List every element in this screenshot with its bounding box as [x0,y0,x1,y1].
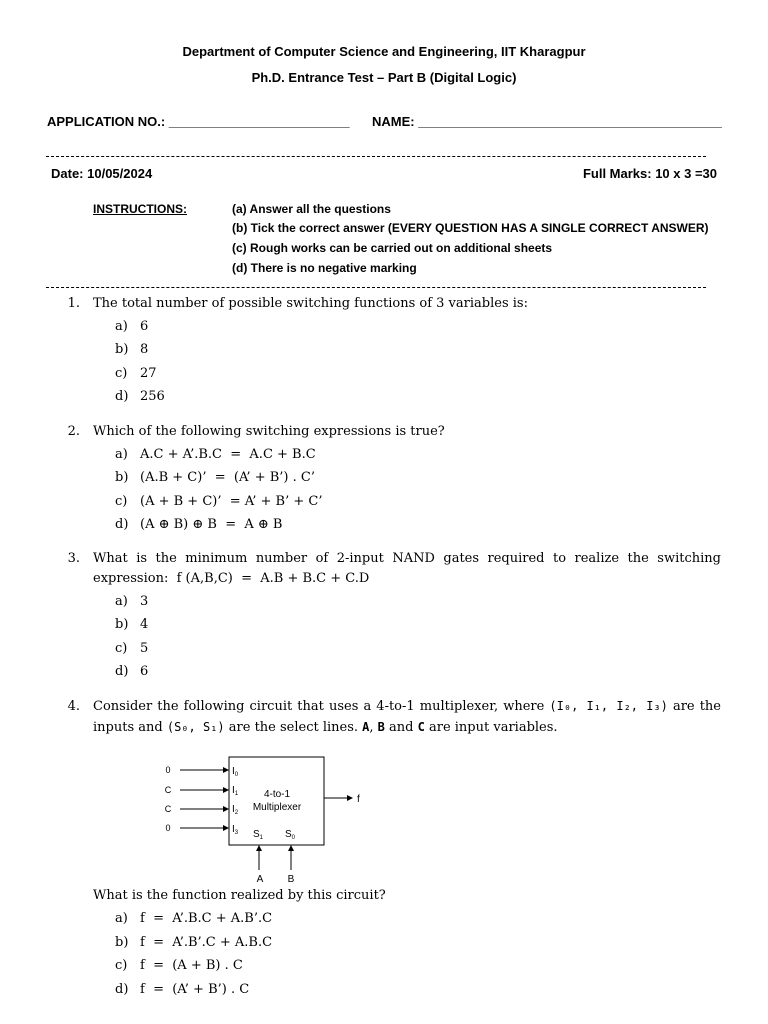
option-label: a) [115,594,128,609]
question-text: What is the minimum number of 2-input NAND gates required to realize the switching [93,551,721,566]
option-text: 256 [140,389,165,404]
question-text-segment: are the [667,699,722,714]
question-text-continued [93,717,558,738]
select-arrowhead-b [288,845,294,851]
option-text: 3 [140,594,149,609]
divider-bottom [46,287,706,288]
option-label: d) [115,982,129,997]
option-label: b) [115,470,129,485]
select-lines-notation: (S₀, S₁) [166,720,225,734]
option-text: f = (A’ + B’) . C [140,982,250,997]
option-text: A.C + A’.B.C = A.C + B.C [140,447,316,462]
question-text-segment: , [369,720,378,735]
option-text: 6 [140,664,149,679]
instruction-item: (c) Rough works can be carried out on additional sheets [232,241,553,255]
pin-letter: I [232,785,235,796]
full-marks: Full Marks: 10 x 3 =30 [582,166,717,181]
mux-title-line1: 4-to-1 [263,789,291,800]
option-text: f = A’.B.C + A.B’.C [140,911,273,926]
output-label: f [357,794,360,805]
variable-c: C [417,720,425,734]
name-field: NAME: __________________________________________ [372,114,722,129]
option-text: (A + B + C)’ = A’ + B’ + C’ [140,494,323,509]
input-value-3: 0 [165,823,171,833]
multiplexer-circuit-diagram [150,748,380,886]
option-label: d) [115,389,129,404]
question-text: The total number of possible switching functions of 3 variables is: [93,296,528,311]
question-text-segment: Consider the following circuit that uses a 4-to-1 multiplexer, where [93,699,550,714]
pin-subscript: 0 [234,772,239,778]
option-text: 6 [140,319,149,334]
instruction-item: (d) There is no negative marking [232,261,417,275]
input-value-1: C [164,785,172,795]
pin-subscript: 3 [234,830,239,836]
input-value-2: C [164,804,172,814]
pin-label-i3 [232,824,239,836]
option-label: c) [115,366,128,381]
option-label: b) [115,617,129,632]
option-label: d) [115,517,129,532]
exam-date: Date: 10/05/2024 [51,166,153,181]
option-label: c) [115,958,128,973]
option-label: b) [115,342,129,357]
select-label-s1 [253,829,264,841]
select-letter: S [253,829,260,840]
select-subscript: 1 [259,835,264,841]
pin-letter: I [232,824,235,835]
question-text-segment: are input variables. [424,720,558,735]
mux-inputs-notation: (I₀, I₁, I₂, I₃) [549,699,668,713]
question-text: Which of the following switching expressions is true? [93,424,445,439]
input-arrowhead-2 [223,806,229,812]
question-number: 3. [67,551,80,566]
input-value-0: 0 [165,765,171,775]
option-text: 8 [140,342,149,357]
option-label: c) [115,641,128,656]
select-arrowhead-a [256,845,262,851]
option-label: b) [115,935,129,950]
divider-top [46,156,706,157]
pin-label-i1 [232,785,239,797]
question-followup: What is the function realized by this circuit? [93,888,386,903]
question-text-segment: and [384,720,418,735]
option-text: (A ⊕ B) ⊕ B = A ⊕ B [140,517,283,532]
instruction-item: (a) Answer all the questions [232,202,391,216]
option-text: f = A’.B’.C + A.B.C [140,935,273,950]
question-number: 2. [67,424,80,439]
question-text [93,696,721,717]
option-text: 27 [140,366,157,381]
pin-letter: I [232,804,235,815]
option-text: 5 [140,641,149,656]
option-label: c) [115,494,128,509]
question-text-segment: are the select lines. [224,720,363,735]
question-number: 1. [67,296,80,311]
select-input-b: B [287,874,295,885]
pin-letter: I [232,766,235,777]
question-number: 4. [67,699,80,714]
instruction-item: (b) Tick the correct answer (EVERY QUESTION HAS A SINGLE CORRECT ANSWER) [232,221,709,235]
pin-label-i2 [232,804,239,816]
input-arrowhead-3 [223,825,229,831]
select-label-s0 [285,829,296,841]
pin-subscript: 2 [234,810,239,816]
option-label: a) [115,447,128,462]
multiplexer-box [229,757,324,845]
select-letter: S [285,829,292,840]
input-arrowhead-0 [223,767,229,773]
question-text-continued: expression: f (A,B,C) = A.B + B.C + C.D [93,571,370,586]
instructions-heading: INSTRUCTIONS: [93,202,187,216]
pin-subscript: 1 [234,791,239,797]
pin-label-i0 [232,766,239,778]
select-subscript: 0 [291,835,296,841]
option-text: (A.B + C)’ = (A’ + B’) . C’ [140,470,315,485]
option-label: d) [115,664,129,679]
application-number-field: APPLICATION NO.: _________________________ [47,114,350,129]
option-text: 4 [140,617,149,632]
variable-b: B [377,720,385,734]
option-label: a) [115,319,128,334]
variable-a: A [362,720,370,734]
option-label: a) [115,911,128,926]
mux-title-line2: Multiplexer [252,802,302,813]
output-arrowhead [347,795,353,801]
input-arrowhead-1 [223,787,229,793]
department-heading: Department of Computer Science and Engineering, IIT Kharagpur [182,44,586,59]
select-input-a: A [256,874,264,885]
test-title: Ph.D. Entrance Test – Part B (Digital Logic) [251,70,517,85]
question-text-segment: inputs and [93,720,167,735]
option-text: f = (A + B) . C [140,958,243,973]
